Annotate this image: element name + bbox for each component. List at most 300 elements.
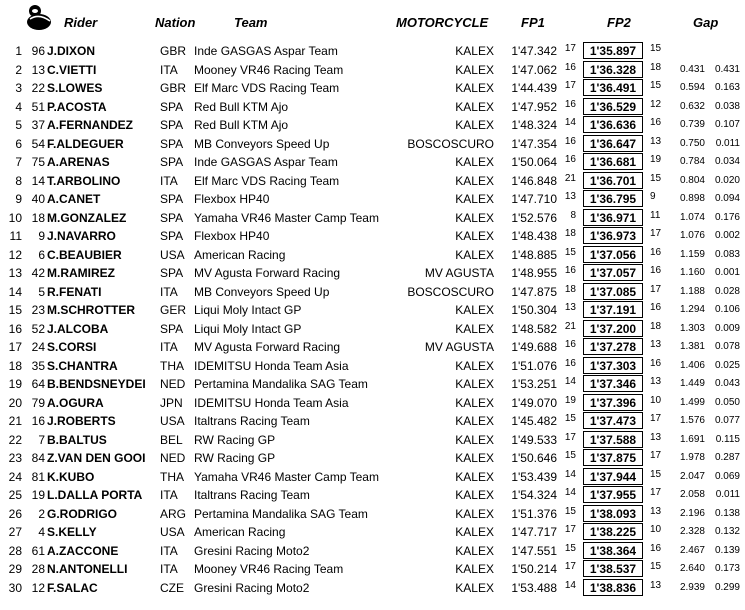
motorcycle: KALEX <box>455 414 494 428</box>
fp2-time: 1'37.085 <box>583 283 643 300</box>
rider-name: F.SALAC <box>47 580 98 595</box>
motorcycle: KALEX <box>455 432 494 447</box>
gap-to-first: 1.159 <box>679 248 705 260</box>
nation: ITA <box>160 284 178 299</box>
rider-name: A.ZACCONE <box>47 543 119 558</box>
fp1-time: 1'44.439 <box>511 81 557 95</box>
nation: NED <box>160 377 186 391</box>
position: 29 <box>8 562 22 576</box>
gap-to-previous: 0.025 <box>714 359 740 371</box>
fp2-lap: 13 <box>650 135 662 147</box>
table-row <box>0 412 745 431</box>
fp2-lap: 16 <box>650 302 662 313</box>
position: 23 <box>8 451 22 465</box>
rider-name: Z.VAN DEN GOOI <box>47 451 146 465</box>
gap-to-first: 1.160 <box>679 267 705 278</box>
position: 10 <box>8 210 22 225</box>
rider-name: C.VIETTI <box>47 62 97 77</box>
position: 6 <box>15 136 22 151</box>
table-row <box>0 61 745 80</box>
fp1-time: 1'49.533 <box>511 432 557 447</box>
rider-number: 81 <box>31 469 45 484</box>
gap-to-previous: 0.069 <box>714 470 740 482</box>
rider-number: 7 <box>38 432 45 447</box>
fp2-time: 1'36.701 <box>583 172 643 189</box>
motorcycle: KALEX <box>455 81 494 95</box>
rider-number: 18 <box>31 210 45 225</box>
fp2-lap: 15 <box>650 468 662 480</box>
fp2-time: 1'38.836 <box>583 579 643 596</box>
fp1-lap: 15 <box>564 413 576 424</box>
rider-number: 35 <box>31 358 45 373</box>
motorcycle: KALEX <box>455 562 494 576</box>
rider-name: S.KELLY <box>47 525 97 539</box>
fp1-lap: 16 <box>564 135 576 147</box>
gap-to-first: 0.739 <box>679 119 705 130</box>
rider-number: 19 <box>31 488 45 502</box>
motorcycle: MV AGUSTA <box>424 266 494 280</box>
fp2-lap: 16 <box>650 246 662 258</box>
fp1-time: 1'47.062 <box>511 62 557 77</box>
gap-to-first: 1.381 <box>679 341 705 352</box>
fp1-time: 1'47.551 <box>511 543 557 558</box>
gap-to-previous: 0.299 <box>714 581 740 593</box>
table-row <box>0 375 745 394</box>
fp1-time: 1'53.488 <box>511 580 557 595</box>
rider-name: J.ALCOBA <box>47 321 109 336</box>
gap-to-previous: 0.138 <box>714 507 740 519</box>
gap-to-first: 1.978 <box>679 452 705 463</box>
nation: GBR <box>160 44 187 58</box>
team-name: Elf Marc VDS Racing Team <box>194 173 340 188</box>
fp2-time: 1'35.897 <box>583 42 643 59</box>
motorcycle: KALEX <box>455 506 494 521</box>
fp2-time: 1'36.328 <box>583 61 643 78</box>
fp1-time: 1'48.324 <box>511 118 557 132</box>
table-row <box>0 209 745 228</box>
fp2-time: 1'36.491 <box>583 79 643 96</box>
fp2-time: 1'38.093 <box>583 505 643 522</box>
fp2-lap: 15 <box>650 80 662 91</box>
position: 14 <box>8 284 22 299</box>
fp1-lap: 16 <box>564 154 576 165</box>
gap-to-first: 1.294 <box>679 304 705 315</box>
fp2-lap: 13 <box>650 376 662 387</box>
fp1-lap: 21 <box>564 172 576 184</box>
nation: ITA <box>160 340 178 354</box>
motorcycle: KALEX <box>455 358 494 373</box>
gap-to-previous: 0.043 <box>714 378 740 389</box>
nation: GBR <box>160 81 187 95</box>
fp1-time: 1'52.576 <box>511 210 557 225</box>
fp2-lap: 17 <box>650 413 662 424</box>
rider-name: M.SCHROTTER <box>47 303 135 317</box>
nation: SPA <box>160 229 184 243</box>
position: 24 <box>8 469 22 484</box>
rider-name: A.ARENAS <box>47 155 110 169</box>
gap-to-first: 0.898 <box>679 193 705 204</box>
fp1-time: 1'49.688 <box>511 340 557 354</box>
rider-name: P.ACOSTA <box>47 99 107 114</box>
rider-name: A.FERNANDEZ <box>47 118 133 132</box>
rider-name: A.CANET <box>47 192 101 206</box>
fp1-lap: 16 <box>564 357 576 369</box>
fp1-lap: 14 <box>564 579 576 591</box>
motorcycle: KALEX <box>455 303 494 317</box>
rider-number: 4 <box>38 525 45 539</box>
fp1-lap: 16 <box>564 265 576 276</box>
motorcycle: KALEX <box>455 118 494 132</box>
fp2-time: 1'36.973 <box>583 227 643 244</box>
fp2-lap: 16 <box>650 265 662 276</box>
motorcycle: KALEX <box>455 155 494 169</box>
motorcycle: KALEX <box>455 192 494 206</box>
header-fp1: FP1 <box>521 15 545 30</box>
fp2-time: 1'37.955 <box>583 486 643 503</box>
fp1-lap: 8 <box>570 209 576 221</box>
fp1-lap: 17 <box>564 431 576 443</box>
fp1-time: 1'51.076 <box>511 358 557 373</box>
fp1-time: 1'54.324 <box>511 488 557 502</box>
motorcycle: KALEX <box>455 525 494 539</box>
gap-to-previous: 0.001 <box>714 267 740 278</box>
table-row <box>0 264 745 283</box>
motorcycle: KALEX <box>455 210 494 225</box>
fp2-time: 1'36.647 <box>583 135 643 152</box>
gap-to-previous: 0.431 <box>714 63 740 75</box>
gap-to-previous: 0.106 <box>714 304 740 315</box>
gap-to-first: 2.640 <box>679 563 705 574</box>
rider-number: 5 <box>38 284 45 299</box>
fp1-time: 1'50.214 <box>511 562 557 576</box>
position: 2 <box>15 62 22 77</box>
table-row <box>0 523 745 542</box>
fp1-lap: 17 <box>564 561 576 572</box>
table-row <box>0 246 745 265</box>
rider-name: J.ROBERTS <box>47 414 116 428</box>
fp1-time: 1'48.885 <box>511 247 557 262</box>
position: 16 <box>8 321 22 336</box>
fp1-lap: 21 <box>564 320 576 332</box>
gap-to-first: 2.328 <box>679 526 705 537</box>
fp1-time: 1'50.064 <box>511 155 557 169</box>
motorcycle: KALEX <box>455 580 494 595</box>
rider-name: N.ANTONELLI <box>47 562 128 576</box>
gap-to-first: 0.784 <box>679 156 705 167</box>
rider-number: 75 <box>31 155 45 169</box>
fp2-lap: 9 <box>650 191 656 202</box>
nation: SPA <box>160 118 184 132</box>
rider-number: 54 <box>31 136 45 151</box>
rider-name: F.ALDEGUER <box>47 136 124 151</box>
gap-to-previous: 0.034 <box>714 156 740 167</box>
position: 3 <box>15 81 22 95</box>
motorcycle: KALEX <box>455 451 494 465</box>
nation: ITA <box>160 173 178 188</box>
fp1-lap: 18 <box>564 283 576 295</box>
nation: SPA <box>160 155 184 169</box>
fp2-lap: 18 <box>650 61 662 73</box>
team-name: Mooney VR46 Racing Team <box>194 62 344 77</box>
fp2-lap: 13 <box>650 339 662 350</box>
position: 19 <box>8 377 22 391</box>
rider-number: 37 <box>31 118 45 132</box>
table-row <box>0 283 745 302</box>
gap-to-first: 1.303 <box>679 322 705 334</box>
gap-to-previous: 0.173 <box>714 563 740 574</box>
team-name: Red Bull KTM Ajo <box>194 118 289 132</box>
team-name: MV Agusta Forward Racing <box>194 266 341 280</box>
rider-number: 51 <box>31 99 45 114</box>
fp2-lap: 15 <box>650 561 662 572</box>
table-row <box>0 486 745 505</box>
team-name: Flexbox HP40 <box>194 192 270 206</box>
gap-to-first: 2.467 <box>679 544 705 556</box>
position: 25 <box>8 488 22 502</box>
team-name: MB Conveyors Speed Up <box>194 284 330 299</box>
rider-number: 6 <box>38 247 45 262</box>
fp1-lap: 17 <box>564 43 576 54</box>
fp1-time: 1'45.482 <box>511 414 557 428</box>
position: 15 <box>8 303 22 317</box>
fp1-lap: 16 <box>564 61 576 73</box>
fp1-time: 1'50.304 <box>511 303 557 317</box>
table-row <box>0 505 745 524</box>
gap-to-previous: 0.009 <box>714 322 740 334</box>
fp2-time: 1'37.191 <box>583 301 643 318</box>
header-fp2: FP2 <box>607 15 631 30</box>
header-rider: Rider <box>64 15 98 30</box>
team-name: Pertamina Mandalika SAG Team <box>194 377 368 391</box>
header-gap: Gap <box>693 15 719 30</box>
team-name: Inde GASGAS Aspar Team <box>194 44 338 58</box>
nation: ITA <box>160 62 178 77</box>
gap-to-first: 2.058 <box>679 489 705 500</box>
position: 7 <box>15 155 22 169</box>
fp1-lap: 18 <box>564 228 576 239</box>
team-name: MV Agusta Forward Racing <box>194 340 341 354</box>
gap-to-first: 0.431 <box>679 63 705 75</box>
table-row <box>0 560 745 579</box>
rider-name: J.NAVARRO <box>47 229 116 243</box>
rider-number: 61 <box>31 543 45 558</box>
gap-to-previous: 0.050 <box>714 396 740 408</box>
rider-number: 42 <box>31 266 45 280</box>
fp1-lap: 15 <box>564 505 576 517</box>
table-row <box>0 172 745 191</box>
gap-to-previous: 0.028 <box>714 285 740 297</box>
nation: SPA <box>160 99 184 114</box>
fp1-time: 1'47.952 <box>511 99 557 114</box>
fp2-lap: 13 <box>650 579 662 591</box>
position: 1 <box>15 44 22 58</box>
fp2-lap: 13 <box>650 505 662 517</box>
position: 5 <box>15 118 22 132</box>
fp1-lap: 17 <box>564 524 576 535</box>
fp2-time: 1'37.346 <box>583 375 643 392</box>
rider-number: 96 <box>31 44 45 58</box>
fp2-lap: 16 <box>650 117 662 128</box>
team-name: Inde GASGAS Aspar Team <box>194 155 338 169</box>
fp1-lap: 13 <box>564 302 576 313</box>
nation: SPA <box>160 321 184 336</box>
motorcycle: BOSCOSCURO <box>407 136 494 151</box>
gap-to-previous: 0.287 <box>714 452 740 463</box>
nation: USA <box>160 247 185 262</box>
fp2-time: 1'38.364 <box>583 542 643 559</box>
team-name: Flexbox HP40 <box>194 229 270 243</box>
motorcycle: KALEX <box>455 488 494 502</box>
position: 13 <box>8 266 22 280</box>
fp2-lap: 13 <box>650 431 662 443</box>
rider-number: 12 <box>31 580 45 595</box>
rider-number: 84 <box>31 451 45 465</box>
fp1-time: 1'47.710 <box>511 192 557 206</box>
table-row <box>0 338 745 357</box>
motorcycle: KALEX <box>455 469 494 484</box>
fp2-time: 1'37.944 <box>583 468 643 485</box>
nation: SPA <box>160 192 184 206</box>
motorcycle-rider-icon <box>24 3 54 31</box>
team-name: Italtrans Racing Team <box>194 488 310 502</box>
rider-number: 22 <box>31 81 45 95</box>
rider-name: G.RODRIGO <box>47 506 118 521</box>
gap-to-previous: 0.011 <box>715 489 740 500</box>
fp1-time: 1'50.646 <box>511 451 557 465</box>
gap-to-previous: 0.115 <box>715 433 740 445</box>
gap-to-previous: 0.002 <box>714 230 740 241</box>
fp1-time: 1'49.070 <box>511 395 557 410</box>
fp2-time: 1'36.971 <box>583 209 643 226</box>
fp2-lap: 19 <box>650 154 662 165</box>
motorcycle: MV AGUSTA <box>424 340 494 354</box>
gap-to-previous: 0.083 <box>714 248 740 260</box>
rider-name: J.DIXON <box>47 44 96 58</box>
rider-name: C.BEAUBIER <box>47 247 122 262</box>
fp2-time: 1'37.200 <box>583 320 643 337</box>
rider-number: 13 <box>31 62 45 77</box>
fp2-lap: 11 <box>650 209 661 221</box>
gap-to-first: 2.047 <box>679 470 705 482</box>
table-row <box>0 431 745 450</box>
gap-to-first: 0.632 <box>679 100 705 112</box>
team-name: Italtrans Racing Team <box>194 414 310 428</box>
team-name: Pertamina Mandalika SAG Team <box>194 506 368 521</box>
team-name: Gresini Racing Moto2 <box>194 580 310 595</box>
table-row <box>0 135 745 154</box>
rider-number: 16 <box>31 414 45 428</box>
fp1-time: 1'47.354 <box>511 136 557 151</box>
team-name: Yamaha VR46 Master Camp Team <box>194 210 379 225</box>
gap-to-previous: 0.078 <box>714 341 740 352</box>
fp2-lap: 10 <box>650 524 662 535</box>
fp2-lap: 16 <box>650 542 662 554</box>
gap-to-first: 2.939 <box>679 581 705 593</box>
team-name: RW Racing GP <box>194 432 276 447</box>
rider-number: 40 <box>31 192 45 206</box>
fp1-time: 1'53.439 <box>511 469 557 484</box>
rider-number: 9 <box>38 229 45 243</box>
team-name: MB Conveyors Speed Up <box>194 136 330 151</box>
nation: SPA <box>160 266 184 280</box>
position: 18 <box>8 358 22 373</box>
table-row <box>0 542 745 561</box>
rider-name: M.RAMIREZ <box>47 266 115 280</box>
table-row <box>0 42 745 61</box>
fp1-time: 1'47.717 <box>511 525 557 539</box>
position: 22 <box>8 432 22 447</box>
fp2-lap: 15 <box>650 43 662 54</box>
table-row <box>0 227 745 246</box>
table-row <box>0 579 745 598</box>
position: 9 <box>15 192 22 206</box>
gap-to-first: 1.499 <box>679 396 705 408</box>
gap-to-previous: 0.011 <box>715 137 740 149</box>
fp2-time: 1'37.473 <box>583 412 643 429</box>
table-row <box>0 116 745 135</box>
rider-name: B.BENDSNEYDEI <box>47 377 146 391</box>
gap-to-first: 1.406 <box>679 359 705 371</box>
table-header <box>0 0 745 38</box>
fp2-lap: 15 <box>650 172 662 184</box>
table-row <box>0 301 745 320</box>
team-name: Elf Marc VDS Racing Team <box>194 81 340 95</box>
fp1-lap: 15 <box>564 450 576 461</box>
gap-to-first: 2.196 <box>679 507 705 519</box>
gap-to-first: 1.449 <box>679 378 705 389</box>
rider-name: K.KUBO <box>47 469 95 484</box>
position: 20 <box>8 395 22 410</box>
nation: ITA <box>160 562 178 576</box>
nation: BEL <box>160 432 183 447</box>
rider-name: S.CHANTRA <box>47 358 118 373</box>
gap-to-first: 0.594 <box>679 82 705 93</box>
team-name: American Racing <box>194 247 286 262</box>
fp2-time: 1'37.396 <box>583 394 643 411</box>
fp1-lap: 14 <box>564 117 576 128</box>
gap-to-previous: 0.038 <box>714 100 740 112</box>
fp1-lap: 13 <box>564 191 576 202</box>
rider-name: A.OGURA <box>47 395 104 410</box>
table-row <box>0 468 745 487</box>
rider-name: S.CORSI <box>47 340 97 354</box>
team-name: RW Racing GP <box>194 451 276 465</box>
fp2-lap: 17 <box>650 487 662 498</box>
fp2-time: 1'38.225 <box>583 523 643 540</box>
motorcycle: KALEX <box>455 173 494 188</box>
fp2-lap: 17 <box>650 283 662 295</box>
fp1-lap: 14 <box>564 468 576 480</box>
team-name: IDEMITSU Honda Team Asia <box>194 358 349 373</box>
fp1-time: 1'48.582 <box>511 321 557 336</box>
fp1-lap: 17 <box>564 80 576 91</box>
team-name: Gresini Racing Moto2 <box>194 543 310 558</box>
fp2-lap: 17 <box>650 450 662 461</box>
fp1-lap: 16 <box>564 339 576 350</box>
position: 4 <box>15 99 22 114</box>
fp1-time: 1'47.875 <box>511 284 557 299</box>
team-name: American Racing <box>194 525 286 539</box>
motorcycle: KALEX <box>455 543 494 558</box>
fp2-time: 1'37.057 <box>583 264 643 281</box>
gap-to-previous: 0.139 <box>714 544 740 556</box>
nation: SPA <box>160 210 184 225</box>
motorcycle: KALEX <box>455 99 494 114</box>
rider-number: 23 <box>31 303 45 317</box>
motorcycle: KALEX <box>455 44 494 58</box>
gap-to-first: 1.076 <box>679 230 705 241</box>
fp2-time: 1'37.588 <box>583 431 643 448</box>
